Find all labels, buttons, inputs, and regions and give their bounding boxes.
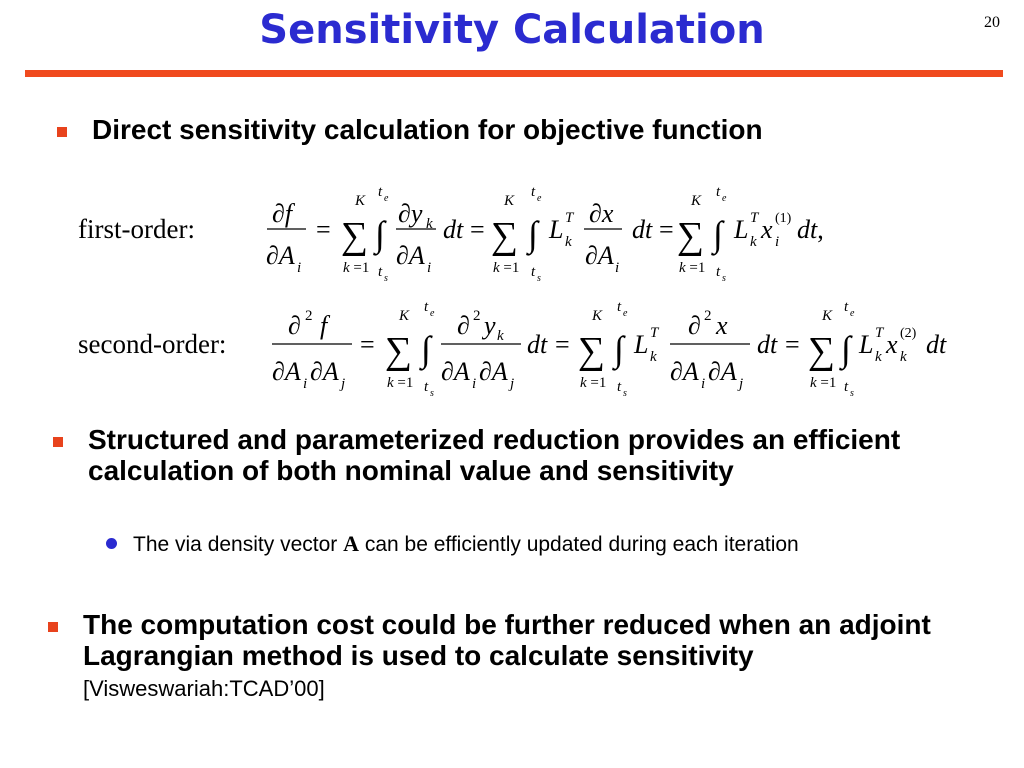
- second-order-d2y: [441, 308, 521, 392]
- citation: [Visweswariah:TCAD’00]: [83, 676, 325, 701]
- first-order-sum-2: [491, 184, 542, 284]
- svg-text:∂: ∂: [288, 311, 301, 340]
- svg-text:T: T: [650, 325, 659, 341]
- svg-text:i: i: [297, 260, 302, 276]
- svg-text:e: e: [623, 308, 628, 319]
- bullet-adjoint-lagrangian: [83, 609, 983, 704]
- svg-text:∑: ∑: [385, 330, 413, 372]
- svg-text:∫: ∫: [421, 329, 431, 369]
- svg-text:t: t: [531, 184, 536, 200]
- first-order-label: first-order:: [78, 214, 195, 244]
- svg-text:(2): (2): [900, 326, 917, 341]
- second-order-sum-2: [578, 299, 628, 399]
- bullet-adjoint-text: The computation cost could be further reduced when an adjoint Lagrangian method is used to calculate sensitivity: [83, 609, 931, 671]
- second-order-d2x: [670, 308, 750, 392]
- svg-text:T: T: [750, 210, 759, 226]
- slide-number: 20: [984, 14, 1000, 31]
- svg-text:∫: ∫: [614, 329, 624, 369]
- svg-text:k: k: [875, 349, 882, 365]
- svg-text:∑: ∑: [341, 215, 369, 257]
- svg-text:k: k: [750, 234, 757, 250]
- svg-text:∂A: ∂A: [272, 357, 301, 386]
- svg-text:j: j: [739, 376, 744, 392]
- svg-text:i: i: [427, 260, 432, 276]
- svg-text:∑: ∑: [677, 215, 705, 257]
- svg-text:t: t: [844, 379, 849, 395]
- svg-text:t: t: [844, 299, 849, 315]
- svg-text:e: e: [850, 308, 855, 319]
- svg-text:T: T: [565, 210, 574, 226]
- vector-a-symbol: A: [343, 531, 359, 556]
- svg-text:K: K: [822, 308, 833, 324]
- square-bullet-icon: [48, 622, 58, 632]
- svg-text:dt: dt: [757, 330, 778, 359]
- svg-text:∫: ∫: [528, 214, 538, 254]
- svg-text:∂A: ∂A: [396, 241, 425, 270]
- svg-text:=: =: [555, 330, 570, 359]
- svg-text:∂A: ∂A: [310, 357, 339, 386]
- svg-text:∂: ∂: [457, 311, 470, 340]
- svg-text:k: k: [426, 216, 433, 232]
- first-order-dy-dA: [396, 199, 436, 276]
- svg-text:k: k: [650, 349, 657, 365]
- svg-text:K: K: [592, 308, 603, 324]
- svg-text:dt: dt: [632, 215, 653, 244]
- svg-text:k =1: k =1: [810, 375, 837, 391]
- svg-text:t: t: [617, 379, 622, 395]
- svg-text:∂A: ∂A: [585, 241, 614, 270]
- svg-text:dt: dt: [443, 215, 464, 244]
- svg-text:∂x: ∂x: [589, 199, 614, 228]
- sub-bullet-text-pre: The via density vector: [133, 533, 344, 556]
- second-order-sum-3: [808, 299, 855, 399]
- svg-text:j: j: [341, 376, 346, 392]
- svg-text:dt: dt: [926, 330, 947, 359]
- svg-text:2: 2: [473, 308, 481, 324]
- svg-text:∂A: ∂A: [441, 357, 470, 386]
- bullet-direct-sensitivity: Direct sensitivity calculation for objective function: [92, 114, 763, 145]
- svg-text:∫: ∫: [375, 214, 385, 254]
- svg-text:t: t: [716, 264, 721, 280]
- svg-text:k =1: k =1: [343, 260, 370, 276]
- svg-text:L: L: [734, 215, 749, 244]
- first-order-lhs-fraction: [266, 199, 306, 276]
- svg-text:∑: ∑: [578, 330, 606, 372]
- svg-text:(1): (1): [775, 211, 792, 226]
- svg-text:dt,: dt,: [797, 215, 824, 244]
- sub-bullet-text-post: can be efficiently updated during each iteration: [358, 533, 799, 556]
- svg-text:L: L: [549, 215, 564, 244]
- svg-text:=: =: [659, 215, 674, 244]
- bullet-structured-reduction: Structured and parameterized reduction provides an efficient calculation of both nominal value and sensitivity: [88, 424, 901, 486]
- svg-text:j: j: [510, 376, 515, 392]
- svg-text:i: i: [701, 376, 706, 392]
- svg-text:K: K: [399, 308, 410, 324]
- svg-text:s: s: [537, 273, 541, 284]
- svg-text:x: x: [761, 215, 773, 244]
- svg-text:k =1: k =1: [580, 375, 607, 391]
- svg-text:k =1: k =1: [387, 375, 414, 391]
- svg-text:∂A: ∂A: [479, 357, 508, 386]
- svg-text:t: t: [617, 299, 622, 315]
- first-order-sum-3: [677, 184, 727, 284]
- svg-text:s: s: [384, 273, 388, 284]
- svg-text:e: e: [384, 193, 389, 204]
- svg-text:k: k: [565, 234, 572, 250]
- svg-text:=: =: [316, 215, 331, 244]
- svg-text:e: e: [722, 193, 727, 204]
- svg-text:K: K: [504, 193, 515, 209]
- svg-text:s: s: [850, 388, 854, 399]
- svg-text:L: L: [634, 330, 649, 359]
- svg-text:∫: ∫: [841, 329, 851, 369]
- slide-title: Sensitivity Calculation: [259, 7, 765, 53]
- svg-text:∑: ∑: [808, 330, 836, 372]
- svg-text:L: L: [859, 330, 874, 359]
- svg-text:2: 2: [305, 308, 313, 324]
- svg-text:∂: ∂: [688, 311, 701, 340]
- second-order-sum-1: [385, 299, 435, 399]
- svg-text:k: k: [900, 349, 907, 365]
- svg-text:k =1: k =1: [493, 260, 520, 276]
- svg-text:i: i: [472, 376, 477, 392]
- svg-text:s: s: [623, 388, 627, 399]
- svg-text:∂y: ∂y: [398, 199, 423, 228]
- svg-text:s: s: [430, 388, 434, 399]
- svg-text:dt: dt: [527, 330, 548, 359]
- svg-text:i: i: [775, 234, 780, 250]
- svg-text:∂A: ∂A: [266, 241, 295, 270]
- svg-text:T: T: [875, 325, 884, 341]
- svg-text:s: s: [722, 273, 726, 284]
- first-order-sum-1: [341, 184, 389, 284]
- first-order-dx-dA: [584, 199, 622, 276]
- svg-text:i: i: [303, 376, 308, 392]
- svg-text:∂f: ∂f: [272, 199, 293, 228]
- svg-text:x: x: [886, 330, 898, 359]
- svg-text:i: i: [615, 260, 620, 276]
- svg-text:∑: ∑: [491, 215, 519, 257]
- svg-text:=: =: [360, 330, 375, 359]
- square-bullet-icon: [53, 437, 63, 447]
- second-order-lhs-fraction: [272, 308, 352, 392]
- svg-text:t: t: [424, 299, 429, 315]
- svg-text:k: k: [497, 328, 504, 344]
- svg-text:K: K: [355, 193, 366, 209]
- svg-text:∂A: ∂A: [708, 357, 737, 386]
- svg-text:t: t: [531, 264, 536, 280]
- svg-text:t: t: [424, 379, 429, 395]
- svg-text:t: t: [716, 184, 721, 200]
- svg-text:e: e: [430, 308, 435, 319]
- svg-text:=: =: [785, 330, 800, 359]
- svg-text:2: 2: [704, 308, 712, 324]
- svg-text:∫: ∫: [713, 214, 723, 254]
- svg-text:∂A: ∂A: [670, 357, 699, 386]
- svg-text:y: y: [484, 311, 496, 340]
- svg-text:e: e: [537, 193, 542, 204]
- svg-text:t: t: [378, 184, 383, 200]
- svg-text:K: K: [691, 193, 702, 209]
- sub-bullet-via-density: [133, 530, 953, 558]
- svg-text:t: t: [378, 264, 383, 280]
- round-bullet-icon: [106, 538, 117, 549]
- second-order-label: second-order:: [78, 329, 227, 359]
- svg-text:f: f: [320, 311, 328, 340]
- svg-text:x: x: [716, 311, 728, 340]
- svg-text:=: =: [470, 215, 485, 244]
- svg-text:k =1: k =1: [679, 260, 706, 276]
